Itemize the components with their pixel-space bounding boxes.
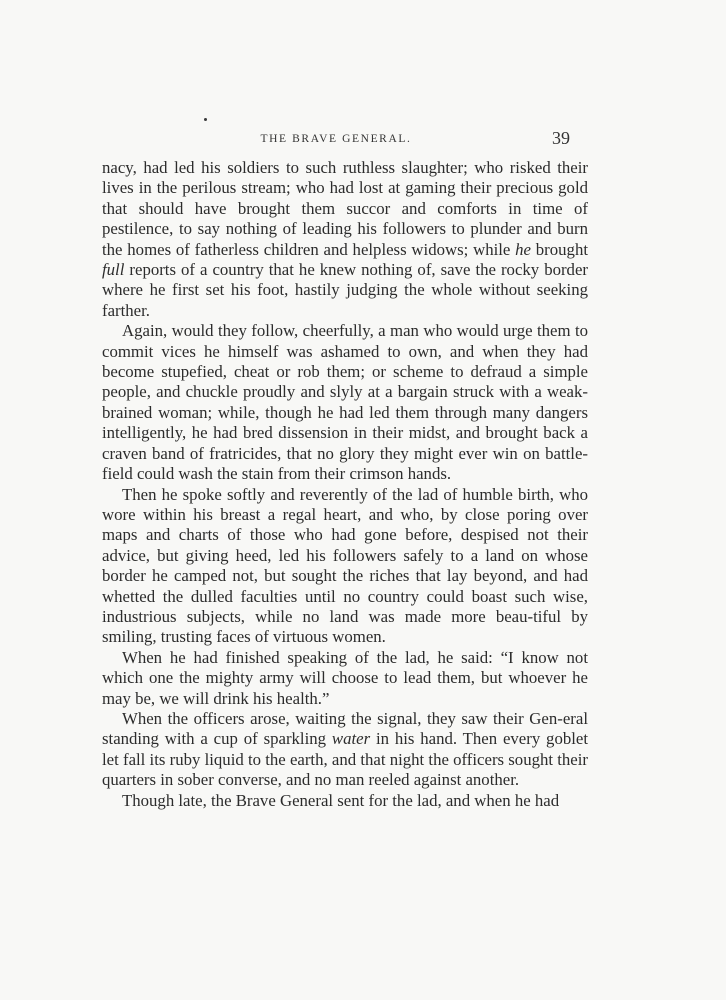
text-run: Though late, the Brave General sent for the lad, and when he had	[122, 790, 560, 810]
paragraph-4	[102, 648, 588, 709]
ink-speck	[204, 118, 207, 121]
text-run: When the officers arose, waiting the signal, they saw their Gen-eral standing with a cup of sparkling	[102, 708, 588, 749]
italic-text: water	[331, 729, 371, 749]
text-run: When he had finished speaking of the lad, he said: “I know not which one the mighty army will choose to lead them, but whoever he may be, we will drink his health.”	[102, 647, 588, 708]
italic-text: he	[515, 239, 531, 259]
paragraph-5	[102, 709, 588, 791]
paragraph-3	[102, 485, 588, 648]
text-run: nacy, had led his soldiers to such ruthless slaughter; who risked their lives in the perilous stream; who had lost at gaming their precious gold that should have brought them succor and comforts in time of pestilence, to say nothing of leading his followers to plunder and burn the homes of fatherless children and helpless widows; while	[102, 158, 588, 259]
paragraph-2	[102, 321, 588, 484]
running-head: THE BRAVE GENERAL.	[260, 133, 412, 145]
body-text	[102, 158, 588, 811]
text-run: brought	[531, 239, 588, 259]
text-run: Then he spoke softly and reverently of the lad of humble birth, who wore within his breast a regal heart, and who, by close poring over maps and charts of those who had gone before, despised not their advice, but giving heed, led his followers safely to a land on whose border he camped not, but sought the riches that lay beyond, and had whetted the dulled faculties until no country could boast such wise, industrious subjects, while no land was made more beau-tiful by smiling, trusting faces of virtuous women.	[102, 484, 588, 647]
paragraph-1	[102, 158, 588, 321]
text-run: Again, would they follow, cheerfully, a man who would urge them to commit vices he himself was ashamed to own, and when they had become stupefied, cheat or rob them; or scheme to defraud a simple people, and chuckle proudly and slyly at a bargain struck with a weak-brained woman; while, though he had led them through many dangers intelligently, he had bred dissension in their midst, and brought back a craven band of fratricides, that no glory they might ever win on battle-field could wash the stain from their crimson hands.	[102, 321, 588, 484]
italic-text: full	[102, 260, 125, 280]
page-number: 39	[552, 128, 570, 148]
paragraph-6	[102, 791, 588, 811]
page-header	[100, 126, 572, 152]
text-run: reports of a country that he knew nothing of, save the rocky border where he first set his foot, hastily judging the whole without seeking farther.	[102, 260, 588, 320]
text-run: in his hand. Then every goblet let fall its ruby liquid to the earth, and that night the officers sought their quarters in sober converse, and no man reeled against another.	[102, 729, 589, 790]
